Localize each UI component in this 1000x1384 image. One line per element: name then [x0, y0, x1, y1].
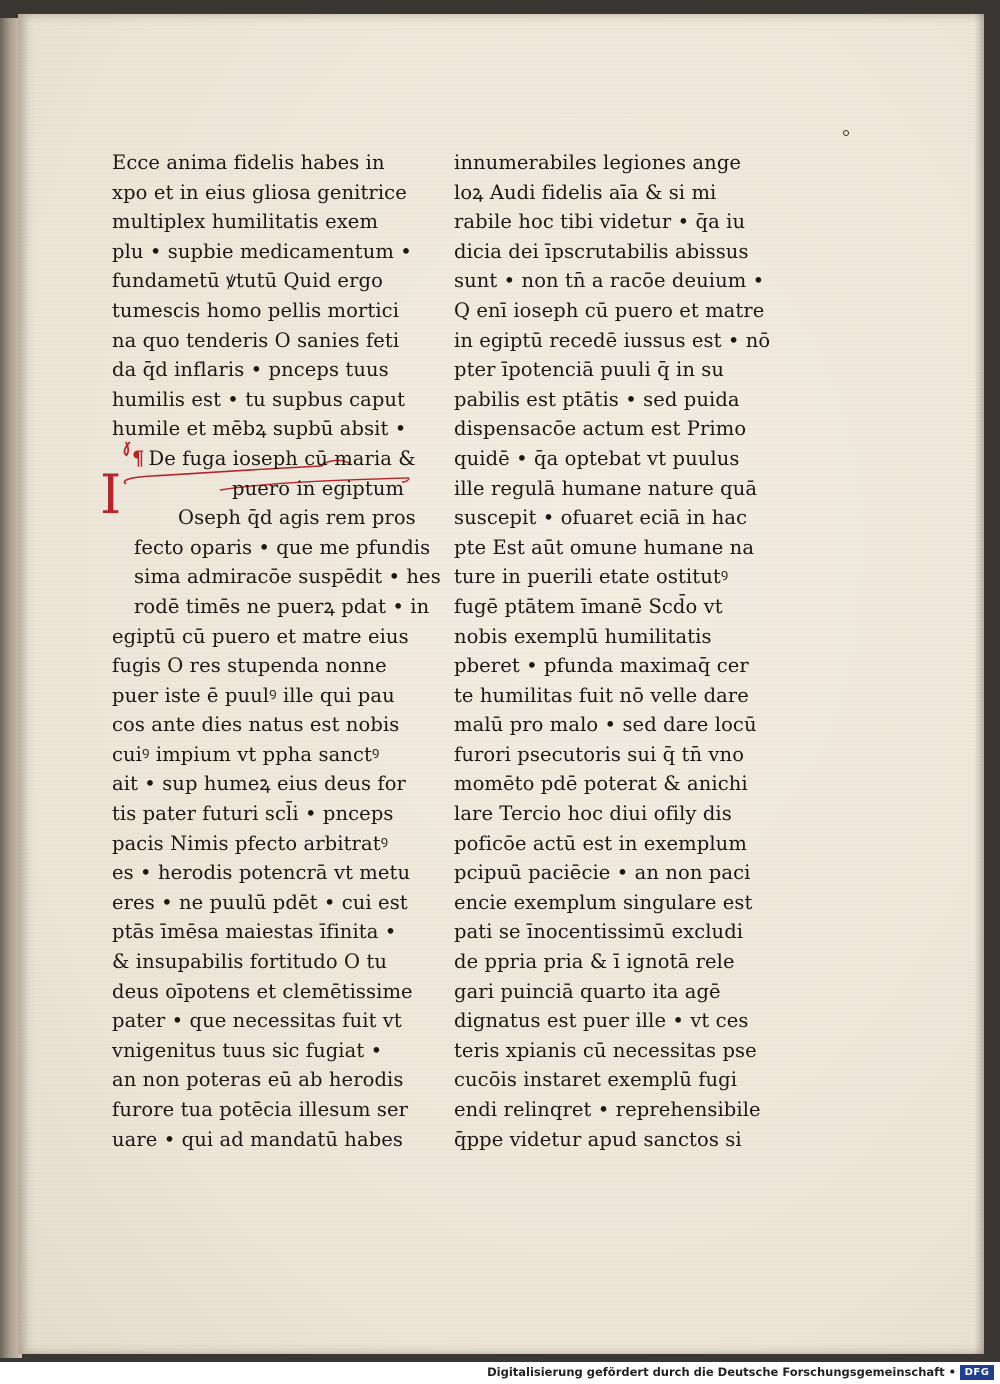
text-line: furore tua potēcia illesum ser — [112, 1098, 409, 1121]
text-line: xpo et in eius gliosa genitrice — [112, 180, 407, 204]
text-line: rabile hoc tibi videtur • q̄a iu — [454, 210, 746, 234]
text-line: ille regulā humane nature quā — [454, 476, 758, 500]
text-line: pater • que necessitas fuit vt — [112, 1009, 402, 1033]
text-line: cuiꝰ impium vt ppha sanctꝰ — [112, 742, 380, 766]
text-line: puer iste ē puulꝰ ille qui pau — [112, 683, 395, 707]
text-line: fugē ptātem īmanē Scd̄o vt — [454, 594, 723, 618]
text-line: pter īpotenciā puuli q̄ in su — [454, 358, 725, 382]
text-line: teris xpianis cū necessitas pse — [454, 1038, 757, 1062]
text-line: uare • qui ad mandatū habes — [112, 1127, 404, 1151]
text-line: furori psecutoris sui q̄ tn̄ vno — [454, 742, 745, 766]
text-line: endi relinqret • reprehensibile — [454, 1098, 761, 1121]
text-line: dignatus est puer ille • vt ces — [454, 1009, 749, 1033]
text-line: fugis O res stupenda nonne — [112, 654, 387, 678]
text-line: Q enī ioseph cū puero et matre — [454, 298, 765, 322]
text-line: poficōe actū est in exemplum — [454, 831, 747, 855]
text-line: Ecce anima fidelis habes in — [112, 151, 385, 174]
funding-notice: Digitalisierung gefördert durch die Deutsche Forschungsgemeinschaft • — [487, 1365, 956, 1379]
text-line: plu • supbie medicamentum • — [112, 239, 412, 263]
text-line: dicia dei īpscrutabilis abissus — [454, 239, 749, 263]
text-line: in egiptū recedē iussus est • nō — [454, 328, 771, 352]
text-line: pabilis est ptātis • sed puida — [454, 387, 740, 411]
text-line: tumescis homo pellis mortici — [112, 298, 400, 322]
left-text-column — [112, 148, 441, 1154]
text-line: Oseph q̄d agis rem pros — [178, 506, 416, 530]
text-line — [112, 444, 416, 474]
text-line: sunt • non tn̄ a racōe deuium • — [454, 269, 765, 293]
text-line: encie exemplum singulare est — [454, 890, 753, 914]
text-line: vnigenitus tuus sic fugiat • — [112, 1038, 383, 1062]
text-line: pati se īnocentissimū excludi — [454, 920, 744, 944]
text-line: eres • ne puulū pdēt • cui est — [112, 890, 408, 914]
text-line: innumerabiles legiones ange — [454, 151, 742, 174]
text-line: dispensacōe actum est Primo — [454, 417, 747, 441]
initial-letter: I — [100, 463, 122, 526]
text-line: an non poteras eū ab herodis — [112, 1068, 404, 1092]
footer-bar — [0, 1362, 1000, 1384]
text-line: tis pater futuri scl̄i • pnceps — [112, 802, 394, 826]
text-line: cucōis instaret exemplū fugi — [454, 1068, 738, 1092]
paper-spot — [843, 130, 849, 136]
text-line: pte Est aūt omune humane na — [454, 535, 755, 559]
text-line: fecto oparis • que me pfundis — [134, 535, 431, 559]
text-line: pacis Nimis pfecto arbitratꝰ — [112, 831, 389, 855]
text-line: ait • sup humeꝝ eius deus for — [112, 772, 406, 796]
dfg-logo: DFG — [960, 1365, 994, 1380]
text-line: malū pro malo • sed dare locū — [454, 713, 757, 737]
text-line: deus oīpotens et clemētissime — [112, 979, 413, 1003]
text-line: ptās īmēsa maiestas īfinita • — [112, 920, 397, 944]
text-line: quidē • q̄a optebat vt puulus — [454, 446, 740, 470]
page-edge-shadow — [974, 14, 984, 1354]
text-line: te humilitas fuit nō velle dare — [454, 683, 749, 707]
text-line: momēto pdē poterat & anichi — [454, 772, 748, 796]
text-line: puero in egiptum — [232, 476, 405, 500]
text-line: sima admiracōe suspēdit • hes — [134, 565, 441, 589]
text-line: lare Tercio hoc diui ofily dis — [454, 802, 732, 826]
text-line: de ppria pria & ī ignotā rele — [454, 950, 735, 974]
text-line: rodē timēs ne puerꝝ pdat • in — [134, 594, 430, 618]
text-line: humilis est • tu supbus caput — [112, 387, 406, 411]
text-line: suscepit • ofuaret eciā in hac — [454, 506, 748, 530]
text-line: egiptū cū puero et matre eius — [112, 624, 409, 648]
text-line: loꝝ Audi fidelis aīa & si mi — [454, 180, 717, 204]
text-line: q̄ppe videtur apud sanctos si — [454, 1127, 742, 1151]
right-text-column — [454, 148, 771, 1154]
text-line: na quo tenderis O sanies feti — [112, 328, 400, 352]
text-line: cos ante dies natus est nobis — [112, 713, 400, 737]
text-line: humile et mēbꝝ supbū absit • — [112, 417, 407, 441]
text-line: da q̄d inflaris • pnceps tuus — [112, 358, 389, 382]
rubric-heading: De fuga ioseph cū maria & — [148, 446, 416, 470]
text-line: nobis exemplū humilitatis — [454, 624, 712, 648]
text-line: fundametū ꝟtutū Quid ergo — [112, 269, 383, 293]
text-line: gari puinciā quarto ita agē — [454, 979, 721, 1003]
text-line: multiplex humilitatis exem — [112, 210, 379, 234]
text-line: ture in puerili etate ostitutꝰ — [454, 565, 729, 589]
text-line: pberet • pfunda maximaq̄ cer — [454, 654, 749, 678]
text-line: pcipuū paciēcie • an non paci — [454, 861, 751, 885]
text-line: & insupabilis fortitudo O tu — [112, 950, 387, 974]
rubric-mark: ¶ — [132, 446, 145, 470]
text-line: es • herodis potencrā vt metu — [112, 861, 411, 885]
